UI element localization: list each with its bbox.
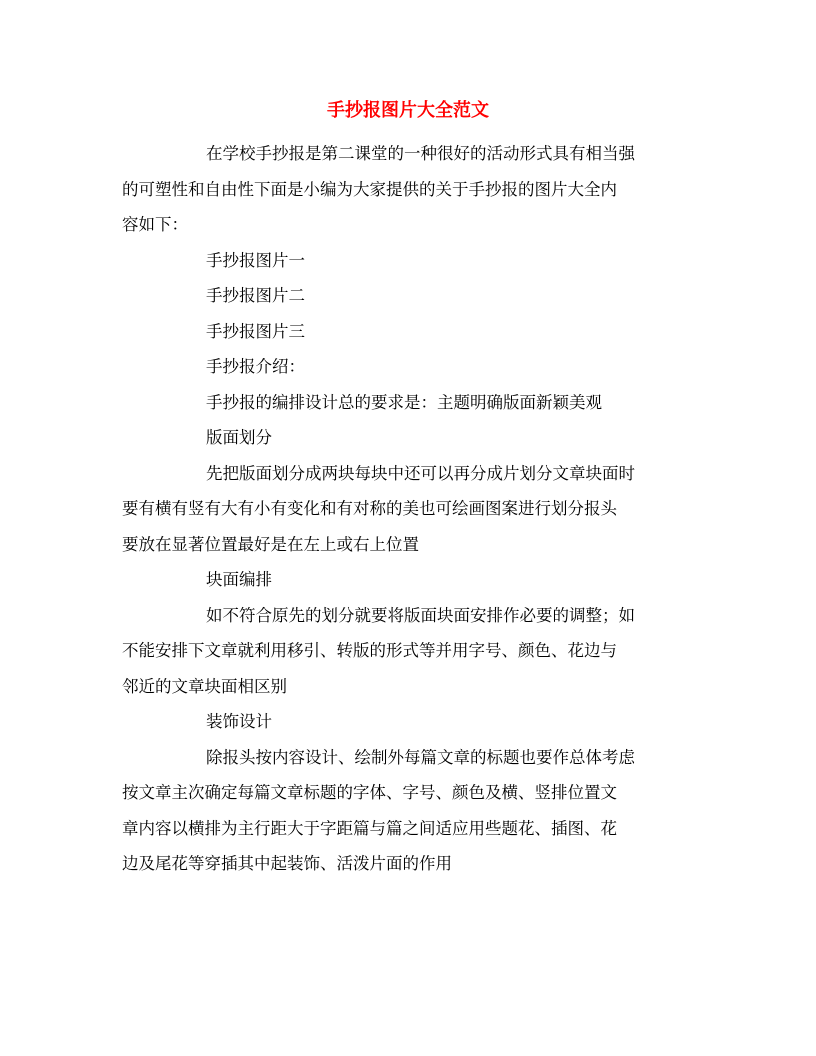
- document-title: 手抄报图片大全范文: [327, 100, 489, 121]
- paragraph-line: 邻近的文章块面相区别: [122, 676, 287, 696]
- paragraph-line: 手抄报图片三: [206, 321, 305, 341]
- paragraph-line: 容如下：: [122, 215, 188, 234]
- paragraph-line: 按文章主次确定每篇文章标题的字体、字号、颜色及横、竖排位置文: [122, 783, 617, 802]
- paragraph-line: 的可塑性和自由性下面是小编为大家提供的关于手抄报的图片大全内: [122, 179, 617, 199]
- section-heading: 手抄报介绍：: [206, 357, 305, 376]
- paragraph-line: 不能安排下文章就利用移引、转版的形式等并用字号、颜色、花边与: [122, 641, 617, 660]
- section-heading: 装饰设计: [206, 712, 272, 731]
- paragraph-line: 手抄报的编排设计总的要求是：主题明确版面新颖美观: [206, 392, 602, 412]
- paragraph-line: 边及尾花等穿插其中起装饰、活泼片面的作用: [122, 854, 452, 873]
- paragraph-line: 手抄报图片一: [206, 250, 305, 270]
- paragraph-line: 手抄报图片二: [206, 286, 305, 305]
- section-heading: 块面编排: [206, 570, 272, 589]
- paragraph-line: 要有横有竖有大有小有变化和有对称的美也可绘画图案进行划分报头: [122, 499, 617, 518]
- paragraph-line: 除报头按内容设计、绘制外每篇文章的标题也要作总体考虑: [206, 747, 635, 767]
- section-heading: 版面划分: [206, 428, 272, 447]
- paragraph-line: 要放在显著位置最好是在左上或右上位置: [122, 534, 419, 554]
- paragraph-line: 章内容以横排为主行距大于字距篇与篇之间适应用些题花、插图、花: [122, 818, 617, 838]
- paragraph-line: 先把版面划分成两块每块中还可以再分成片划分文章块面时: [206, 463, 635, 483]
- document-body: [122, 136, 694, 882]
- paragraph-line: 在学校手抄报是第二课堂的一种很好的活动形式具有相当强: [206, 144, 635, 163]
- paragraph-line: 如不符合原先的划分就要将版面块面安排作必要的调整；如: [206, 605, 635, 625]
